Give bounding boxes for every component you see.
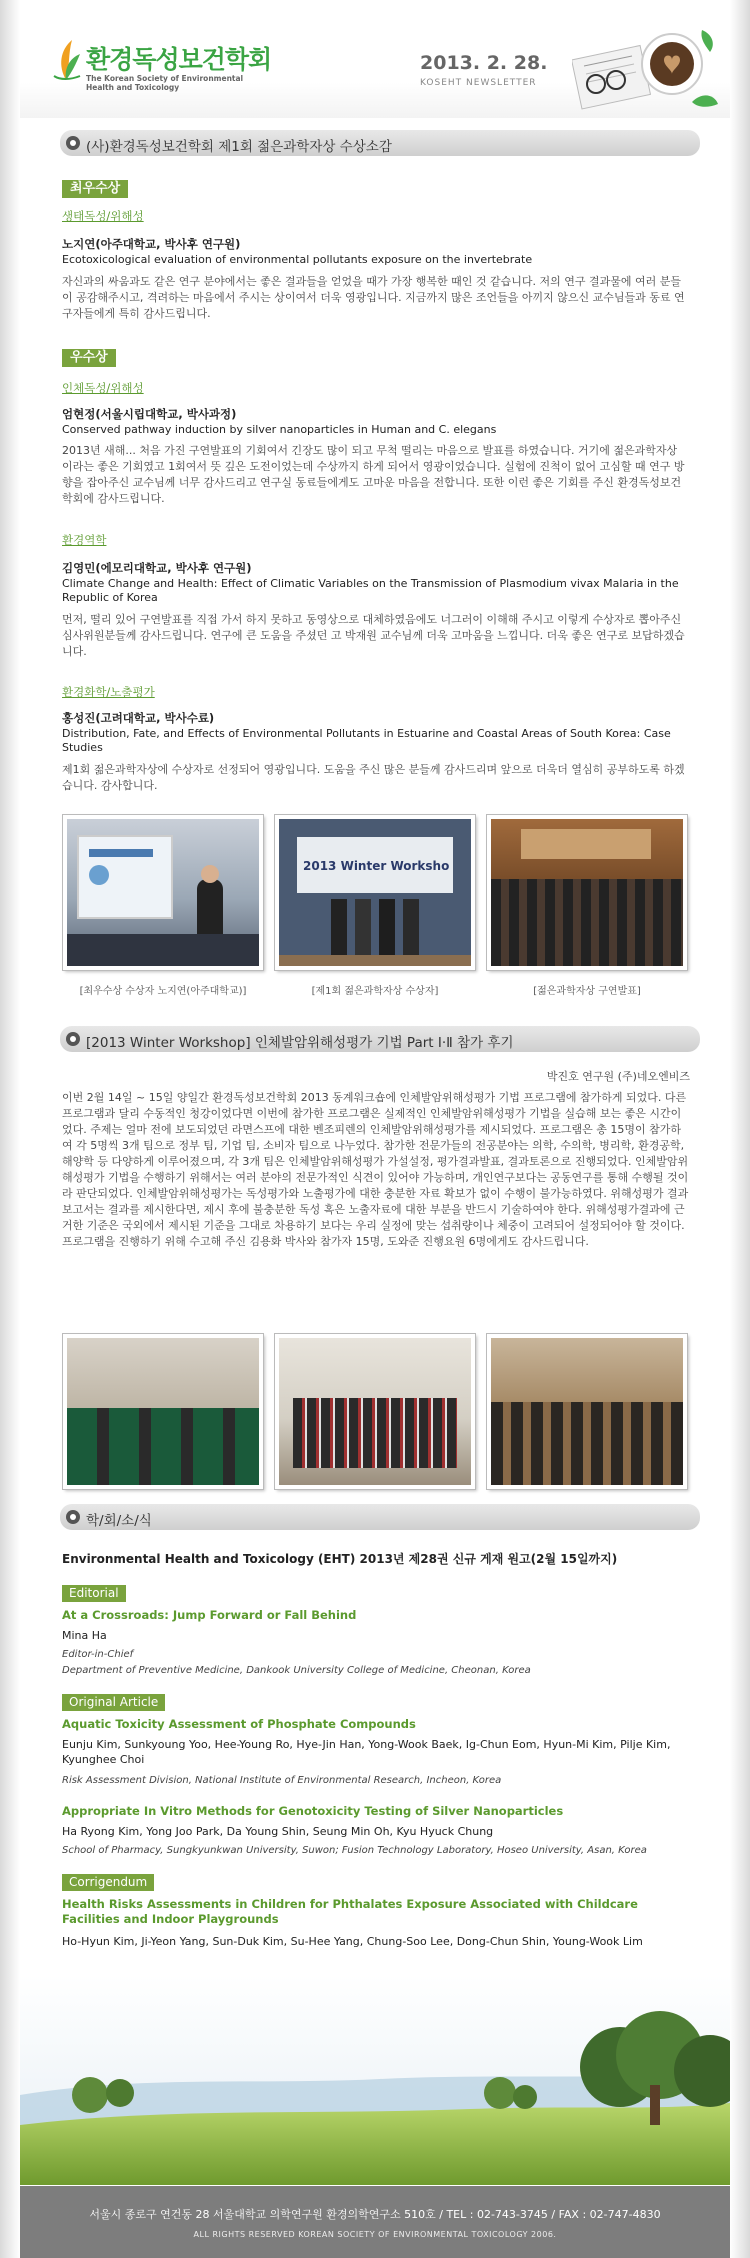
author-affiliation: Department of Preventive Medicine, Dankook University College of Medicine, Cheonan, Korea bbox=[62, 1665, 531, 1676]
coffee-newspaper-illustration bbox=[572, 22, 722, 114]
winner-remark: 제1회 젊은과학자상에 수상자로 선정되어 영광입니다. 도움을 주신 많은 분들께 감사드리며 앞으로 더욱더 열심히 공부하도록 하겠습니다. 감사합니다. bbox=[62, 763, 685, 792]
award-category[interactable]: 환경화학/노출평가 bbox=[62, 685, 155, 699]
photo-group[interactable] bbox=[275, 1334, 475, 1489]
photo-audience[interactable] bbox=[487, 815, 687, 970]
logo-title: 환경독성보건학회 bbox=[86, 45, 272, 74]
paper-title: Distribution, Fate, and Effects of Environmental Pollutants in Estuarine and Coastal Areas of South Korea: Case Studies bbox=[62, 727, 671, 754]
leaf-logo-icon bbox=[50, 36, 84, 84]
landscape-illustration bbox=[20, 1975, 730, 2185]
footer bbox=[20, 2186, 730, 2258]
original-article-badge: Original Article bbox=[62, 1694, 165, 1711]
newsletter-name: KOSEHT NEWSLETTER bbox=[420, 78, 537, 88]
winner-name: 홍성진(고려대학교, 박사수료) bbox=[62, 711, 215, 725]
society-logo[interactable] bbox=[50, 32, 310, 94]
eht-notice-title: Environmental Health and Toxicology (EHT) 2013년 제28권 신규 게재 원고(2월 15일까지) bbox=[62, 1552, 618, 1566]
winner-remark: 자신과의 싸움과도 같은 연구 분야에서는 좋은 결과들을 얻었을 때가 가장 행복한 때인 것 같습니다. 저의 연구 결과물에 여러 분들이 공감해주시고, 격려하는 마음에서 주시는 상이여서 더욱 영광입니다. 지금까지 많은 조언들을 아끼지 않으신 교수님들과 동료 연구자들에게 특히 감사드립니다. bbox=[62, 275, 685, 320]
excellent-award-badge: 우수상 bbox=[62, 349, 116, 367]
footer-copyright: ALL RIGHTS RESERVED KOREAN SOCIETY OF ENVIRONMENTAL TOXICOLOGY 2006. bbox=[193, 2230, 557, 2239]
article-authors: Ho-Hyun Kim, Ji-Yeon Yang, Sun-Duk Kim, Su-Hee Yang, Chung-Soo Lee, Dong-Chun Shin, Young-Wook Lim bbox=[62, 1935, 643, 1948]
photo-workshop-room[interactable] bbox=[63, 1334, 263, 1489]
section-award-header bbox=[60, 130, 700, 156]
author-affiliation: Risk Assessment Division, National Institute of Environmental Research, Incheon, Korea bbox=[62, 1775, 502, 1786]
photo-caption: [젊은과학자상 구연발표] bbox=[533, 986, 641, 997]
author-affiliation: School of Pharmacy, Sungkyunkwan University, Suwon; Fusion Technology Laboratory, Hoseo University, Asan, Korea bbox=[62, 1845, 647, 1856]
section-society-news-header bbox=[60, 1504, 700, 1530]
winner-remark: 2013년 새해... 처음 가진 구연발표의 기회여서 긴장도 많이 되고 무척 떨리는 마음으로 발표를 하였습니다. 거기에 젊은과학자상이라는 좋은 기회였고 1회여서 뜻 깊은 도전이었는데 수상까지 하게 되어서 영광이었습니다. 실험에 진척이 없어 고심할 때 연구 방향을 잡아주신 교수님께 너무 감사드리고 연구실 동료들에게도 고마운 마음을 전합니다. 또한 이런 좋은 기회를 주신 환경독성보건학회에 감사드립니다. bbox=[62, 444, 685, 505]
article-byline: 박진호 연구원 (주)네오엔비즈 bbox=[546, 1070, 690, 1083]
award-category[interactable]: 인체독성/위해성 bbox=[62, 381, 144, 395]
paper-title: Climate Change and Health: Effect of Climatic Variables on the Transmission of Plasmodium vivax Malaria in the Republic of Korea bbox=[62, 577, 679, 604]
photo-caption: [최우수상 수상자 노지연(아주대학교)] bbox=[79, 986, 247, 997]
paper-title: Ecotoxicological evaluation of environmental pollutants exposure on the invertebrate bbox=[62, 253, 533, 266]
author-role: Editor-in-Chief bbox=[62, 1649, 134, 1660]
photo-presenter[interactable] bbox=[63, 815, 263, 970]
header bbox=[20, 0, 730, 118]
article-title[interactable]: Health Risks Assessments in Children for Phthalates Exposure Associated with Childcare Facilities and Indoor Playgrounds bbox=[62, 1897, 638, 1926]
logo-subtitle bbox=[86, 74, 243, 92]
winner-name: 엄현정(서울시립대학교, 박사과정) bbox=[62, 407, 237, 421]
best-award-badge: 최우수상 bbox=[62, 180, 128, 198]
corrigendum-badge: Corrigendum bbox=[62, 1874, 154, 1891]
section-title: 학/회/소/식 bbox=[86, 1513, 152, 1529]
article-title[interactable]: Appropriate In Vitro Methods for Genotoxicity Testing of Silver Nanoparticles bbox=[62, 1804, 564, 1818]
bullet-icon bbox=[66, 136, 80, 150]
article-authors: Ha Ryong Kim, Yong Joo Park, Da Young Shin, Seung Min Oh, Kyu Hyuck Chung bbox=[62, 1825, 494, 1838]
photo-award-winners[interactable] bbox=[275, 815, 475, 970]
section-workshop-header bbox=[60, 1026, 700, 1052]
issue-date: 2013. 2. 28. bbox=[420, 52, 548, 74]
article-authors: Mina Ha bbox=[62, 1629, 107, 1642]
logo-sub-line-1: The Korean Society of Environmental bbox=[86, 74, 244, 83]
logo-sub-line-2: Health and Toxicology bbox=[86, 83, 180, 92]
paper-title: Conserved pathway induction by silver nanoparticles in Human and C. elegans bbox=[62, 423, 497, 436]
article-title[interactable]: Aquatic Toxicity Assessment of Phosphate Compounds bbox=[62, 1717, 416, 1731]
photo-session[interactable] bbox=[487, 1334, 687, 1489]
section-title: (사)환경독성보건학회 제1회 젊은과학자상 수상소감 bbox=[86, 139, 392, 155]
article-authors: Eunju Kim, Sunkyoung Yoo, Hee-Young Ro, Hye-Jin Han, Yong-Wook Baek, Ig-Chun Eom, Hyun-Mi Kim, Pilje Kim, Kyunghee Choi bbox=[62, 1738, 671, 1766]
award-category[interactable]: 생태독성/위해성 bbox=[62, 209, 144, 223]
winner-name: 김영민(에모리대학교, 박사후 연구원) bbox=[62, 561, 252, 575]
section-title: [2013 Winter Workshop] 인체발암위해성평가 기법 Part Ⅰ·Ⅱ 참가 후기 bbox=[86, 1035, 514, 1051]
editorial-badge: Editorial bbox=[62, 1585, 126, 1602]
winner-name: 노지연(아주대학교, 박사후 연구원) bbox=[62, 237, 241, 251]
award-category[interactable]: 환경역학 bbox=[62, 533, 107, 547]
banner-text: 2013 Winter Worksho bbox=[303, 859, 450, 873]
winner-remark: 먼저, 떨리 있어 구연발표를 직접 가서 하지 못하고 동영상으로 대체하였음에도 너그러이 이해해 주시고 이렇게 수상자로 뽑아주신 심사위원분들께 감사드립니다. 연구에 큰 도움을 주셨던 고 박재원 교수님께 더욱 고마움을 느낍니다. 더욱 좋은 연구로 보답하겠습니다. bbox=[62, 613, 685, 658]
workshop-review-text: 이번 2월 14일 ~ 15일 양일간 환경독성보건학회 2013 동계워크숍에 인체발암위해성평가 기법 프로그램에 참가하게 되었다. 다른 프로그램과 달리 수동적인 청강이었다면 이번에 참가한 프로그램은 실제적인 인체발암위해성평가 기법을 실습해 보는 좋은 시간이었다. 주제는 얼마 전에 보도되었던 라면스프에 대한 벤조피렌의 인체발암위해성평가를 제시되었다. 프로그램은 총 15명이 참가하여 각 5명씩 3개 팀으로 정부 팀, 기업 팀, 소비자 팀으로 나누었다. 참가한 전문가들의 전공분야는 의학, 수의학, 병리학, 환경공학, 해양학 등 다양하게 이루어졌으며, 각 3개 팀은 인체발암위해성평가 가설설정, 평가결과발표, 결과토론으로 진행되었다. 인체발암위해성평가 기법을 수행하기 위해서는 여러 분야의 전문가적인 식견이 있어야 가능하며, 개인연구보다는 공동연구를 통해 수행될 것이라 판단되었다. 인체발암위해성평가는 독성평가와 노출평가에 대한 충분한 자료 확보가 없이 수행이 불가능하였다. 위해성평가 결과 보고서는 결과를 제시한다면, 제시 후에 불충분한 독성 혹은 노출자료에 대한 부분을 반드시 기술하여야 한다. 위해성평가결과에 근거한 기준은 국외에서 제시된 기준을 그대로 차용하기 보다는 우리 실정에 맞는 섭취량이나 체중이 고려되어 설정되어야 할 것이다. 프로그램을 진행하기 위해 수고해 주신 김용화 박사와 참가자 15명, 도와준 진행요원 6명에게도 감사드립니다. bbox=[62, 1091, 689, 1248]
bullet-icon bbox=[66, 1510, 80, 1524]
bullet-icon bbox=[66, 1032, 80, 1046]
article-title[interactable]: At a Crossroads: Jump Forward or Fall Behind bbox=[62, 1608, 357, 1622]
footer-address: 서울시 종로구 연건동 28 서울대학교 의학연구원 환경의학연구소 510호 / TEL : 02-743-3745 / FAX : 02-747-4830 bbox=[89, 2208, 661, 2221]
photo-caption: [제1회 젊은과학자상 수상자] bbox=[311, 986, 439, 997]
